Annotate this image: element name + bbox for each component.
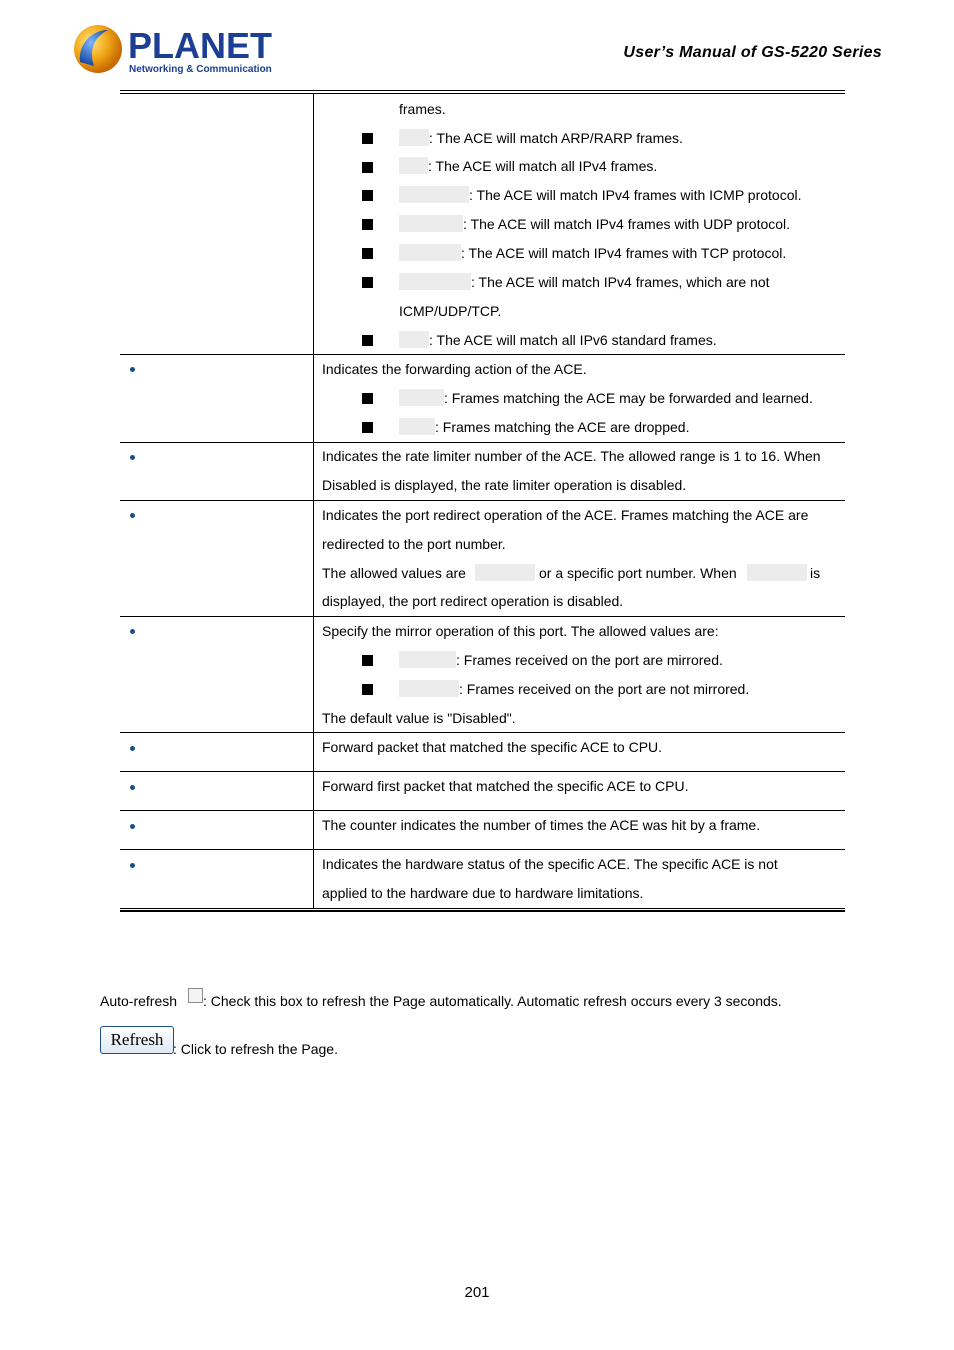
auto-refresh-checkbox[interactable]	[188, 988, 203, 1003]
svg-text:Networking & Communication: Networking & Communication	[129, 64, 272, 75]
square-bullet-icon	[362, 190, 373, 201]
row-bullet-icon	[130, 863, 135, 868]
rate-limiter-desc: Indicates the rate limiter number of the ACE. The allowed range is 1 to 16. When	[322, 448, 821, 464]
port-redirect-desc: Indicates the port redirect operation of the ACE. Frames matching the ACE are	[322, 507, 809, 523]
square-bullet-icon	[362, 655, 373, 666]
frame-type-wrap: ICMP/UDP/TCP.	[399, 303, 502, 319]
square-bullet-icon	[362, 248, 373, 259]
square-bullet-icon	[362, 277, 373, 288]
table-top-rule-2	[120, 93, 845, 94]
action-item: : Frames matching the ACE may be forwarded and learned.	[444, 390, 813, 406]
action-item: : Frames matching the ACE are dropped.	[435, 419, 690, 435]
row-divider	[120, 732, 845, 733]
value-highlight	[399, 331, 429, 348]
frame-type-item: : The ACE will match IPv4 frames with ICMP protocol.	[469, 187, 802, 203]
frame-type-cont-text: frames.	[399, 101, 446, 117]
square-bullet-icon	[362, 422, 373, 433]
row-divider	[120, 442, 845, 443]
frame-type-item: : The ACE will match IPv4 frames with TCP protocol.	[461, 245, 787, 261]
cpu-once-desc: Forward first packet that matched the specific ACE to CPU.	[322, 778, 689, 794]
row-bullet-icon	[130, 824, 135, 829]
square-bullet-icon	[362, 219, 373, 230]
value-highlight	[747, 564, 807, 581]
value-highlight	[399, 186, 469, 203]
port-redirect-desc: is	[810, 565, 821, 581]
row-bullet-icon	[130, 513, 135, 518]
value-highlight	[399, 129, 429, 146]
mirror-item: : Frames received on the port are mirrored.	[456, 652, 723, 668]
mirror-desc: Specify the mirror operation of this port. The allowed values are:	[322, 623, 719, 639]
counter-desc: The counter indicates the number of times the ACE was hit by a frame.	[322, 817, 761, 833]
refresh-button[interactable]: Refresh	[100, 1026, 174, 1054]
auto-refresh-label: Auto-refresh	[100, 993, 178, 1009]
rate-limiter-desc: Disabled is displayed, the rate limiter operation is disabled.	[322, 477, 687, 493]
planet-logo	[72, 22, 272, 78]
square-bullet-icon	[362, 684, 373, 695]
refresh-desc: : Click to refresh the Page.	[173, 1041, 338, 1057]
table-column-divider	[313, 94, 314, 908]
square-bullet-icon	[362, 133, 373, 144]
table-top-rule	[120, 90, 845, 91]
svg-text:PLANET: PLANET	[128, 25, 272, 66]
frame-type-item: : The ACE will match IPv4 frames with UDP protocol.	[463, 216, 791, 232]
row-divider	[120, 849, 845, 850]
row-divider	[120, 354, 845, 355]
conflict-desc: applied to the hardware due to hardware limitations.	[322, 885, 644, 901]
mirror-default: The default value is "Disabled".	[322, 710, 516, 726]
mirror-item: : Frames received on the port are not mirrored.	[459, 681, 750, 697]
port-redirect-desc: redirected to the port number.	[322, 536, 506, 552]
frame-type-item: : The ACE will match all IPv4 frames.	[428, 158, 658, 174]
value-highlight	[399, 651, 456, 668]
row-divider	[120, 810, 845, 811]
table-bottom-rule-2	[120, 910, 845, 912]
table-bottom-rule	[120, 908, 845, 909]
conflict-desc: Indicates the hardware status of the specific ACE. The specific ACE is not	[322, 856, 778, 872]
port-redirect-desc: The allowed values are	[322, 565, 466, 581]
value-highlight	[399, 273, 471, 290]
value-highlight	[399, 418, 435, 435]
square-bullet-icon	[362, 335, 373, 346]
row-bullet-icon	[130, 367, 135, 372]
value-highlight	[399, 389, 444, 406]
manual-title: User’s Manual of GS-5220 Series	[623, 44, 882, 61]
page-number: 201	[464, 1284, 490, 1301]
square-bullet-icon	[362, 393, 373, 404]
row-divider	[120, 771, 845, 772]
value-highlight	[475, 564, 535, 581]
frame-type-item: : The ACE will match ARP/RARP frames.	[429, 130, 683, 146]
row-divider	[120, 616, 845, 617]
frame-type-item: : The ACE will match IPv4 frames, which are not	[471, 274, 770, 290]
value-highlight	[399, 215, 463, 232]
value-highlight	[399, 157, 428, 174]
row-bullet-icon	[130, 455, 135, 460]
cpu-desc: Forward packet that matched the specific ACE to CPU.	[322, 739, 663, 755]
action-desc: Indicates the forwarding action of the ACE.	[322, 361, 587, 377]
row-bullet-icon	[130, 746, 135, 751]
auto-refresh-desc: : Check this box to refresh the Page automatically. Automatic refresh occurs every 3 seconds.	[203, 993, 782, 1009]
port-redirect-desc: or a specific port number. When	[539, 565, 737, 581]
value-highlight	[399, 244, 461, 261]
row-divider	[120, 500, 845, 501]
row-bullet-icon	[130, 629, 135, 634]
row-bullet-icon	[130, 785, 135, 790]
frame-type-item: : The ACE will match all IPv6 standard frames.	[429, 332, 717, 348]
square-bullet-icon	[362, 162, 373, 173]
value-highlight	[399, 680, 459, 697]
port-redirect-desc: displayed, the port redirect operation is disabled.	[322, 593, 624, 609]
